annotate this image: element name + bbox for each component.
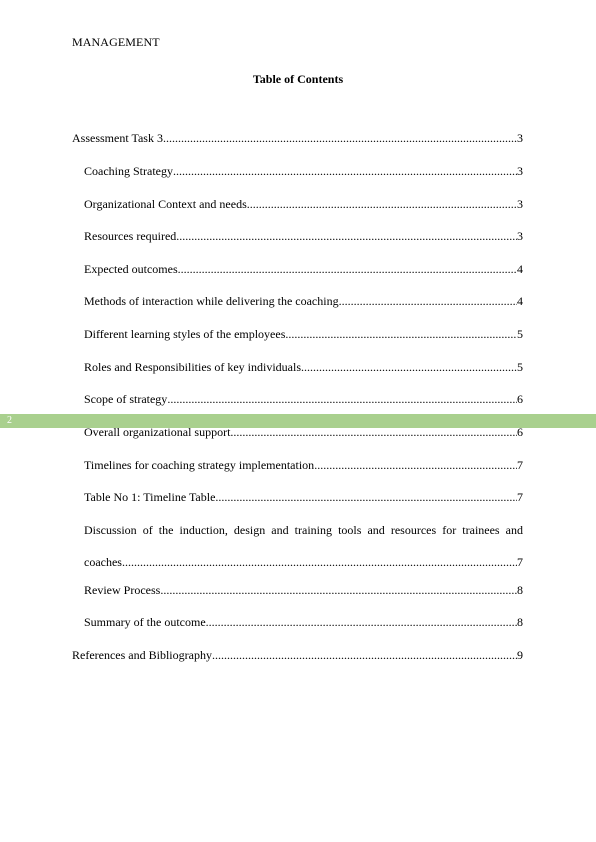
toc-entry-label: Scope of strategy: [84, 392, 168, 406]
toc-entry-page: 3: [517, 197, 523, 211]
toc-entry-references[interactable]: [72, 647, 523, 663]
toc-entry-page: 7: [517, 458, 523, 472]
toc-entry-timelines[interactable]: [84, 457, 523, 473]
toc-entry-page: 5: [517, 327, 523, 341]
toc-entry-organizational-context[interactable]: [84, 196, 523, 212]
toc-leader-dots: [122, 554, 517, 570]
toc-entry-page: 3: [517, 131, 523, 145]
toc-entry-discussion-induction[interactable]: [84, 522, 523, 569]
toc-entry-resources-required[interactable]: [84, 228, 523, 244]
toc-entry-page: 8: [517, 615, 523, 629]
toc-leader-dots: [212, 647, 517, 663]
toc-entry-timeline-table[interactable]: [84, 489, 523, 505]
toc-entry-label: Table No 1: Timeline Table: [84, 490, 216, 504]
toc-entry-page: 8: [517, 583, 523, 597]
toc-entry-label: Assessment Task 3: [72, 131, 163, 145]
toc-entry-page: 4: [517, 262, 523, 276]
toc-entry-page: 4: [517, 294, 523, 308]
toc-entry-label-line1: Discussion of the induction, design and training tools and resources for trainees and: [84, 523, 523, 537]
toc-entry-label: Summary of the outcome: [84, 615, 206, 629]
toc-entry-summary-outcome[interactable]: [84, 614, 523, 630]
toc-leader-dots: [314, 457, 517, 473]
toc-entry-label: Resources required: [84, 229, 177, 243]
toc-leader-dots: [301, 359, 517, 375]
toc-leader-dots: [163, 130, 517, 146]
toc-entry-label-line2: coaches: [84, 555, 122, 569]
toc-entry-label: Methods of interaction while delivering the coaching: [84, 294, 339, 308]
toc-entry-page: 3: [517, 164, 523, 178]
toc-leader-dots: [215, 489, 517, 505]
toc-entry-line2: [84, 554, 523, 570]
page-number: 2: [7, 415, 12, 426]
toc-entry-methods-of-interaction[interactable]: [84, 293, 523, 309]
toc-entry-label: Different learning styles of the employees: [84, 327, 286, 341]
toc-entry-label: Coaching Strategy: [84, 164, 173, 178]
toc-entry-label: Review Process: [84, 583, 161, 597]
toc-entry-page: 3: [517, 229, 523, 243]
toc-leader-dots: [206, 614, 517, 630]
toc-entry-page: 7: [517, 490, 523, 504]
toc-title: Table of Contents: [252, 72, 344, 86]
toc-leader-dots: [176, 228, 517, 244]
toc-entry-assessment-task-3[interactable]: [72, 130, 523, 146]
toc-leader-dots: [230, 424, 517, 440]
toc-entry-label: Organizational Context and needs: [84, 197, 247, 211]
toc-leader-dots: [160, 582, 517, 598]
toc-entry-roles-responsibilities[interactable]: [84, 359, 523, 375]
toc-leader-dots: [167, 391, 517, 407]
toc-entry-page: 5: [517, 360, 523, 374]
running-header: MANAGEMENT: [72, 35, 160, 49]
toc-entry-review-process[interactable]: [84, 582, 523, 598]
toc-leader-dots: [178, 261, 517, 277]
toc-entry-expected-outcomes[interactable]: [84, 261, 523, 277]
toc-entry-label: Roles and Responsibilities of key individuals: [84, 360, 301, 374]
toc-leader-dots: [339, 293, 517, 309]
toc-entry-coaching-strategy[interactable]: [84, 163, 523, 179]
toc-entry-organizational-support[interactable]: [84, 424, 523, 440]
toc-entry-label: References and Bibliography: [72, 648, 212, 662]
toc-leader-dots: [247, 196, 517, 212]
toc-leader-dots: [173, 163, 517, 179]
toc-entry-page: 6: [517, 392, 523, 406]
toc-entry-label: Expected outcomes: [84, 262, 178, 276]
toc-entry-page: 6: [517, 425, 523, 439]
toc-entry-page: 7: [517, 555, 523, 569]
toc-entry-page: 9: [517, 648, 523, 662]
toc-entry-label: Timelines for coaching strategy implementation: [84, 458, 315, 472]
toc-entry-scope-of-strategy[interactable]: [84, 391, 523, 407]
toc-entry-learning-styles[interactable]: [84, 326, 523, 342]
toc-leader-dots: [285, 326, 517, 342]
toc-entry-label: Overall organizational support: [84, 425, 231, 439]
